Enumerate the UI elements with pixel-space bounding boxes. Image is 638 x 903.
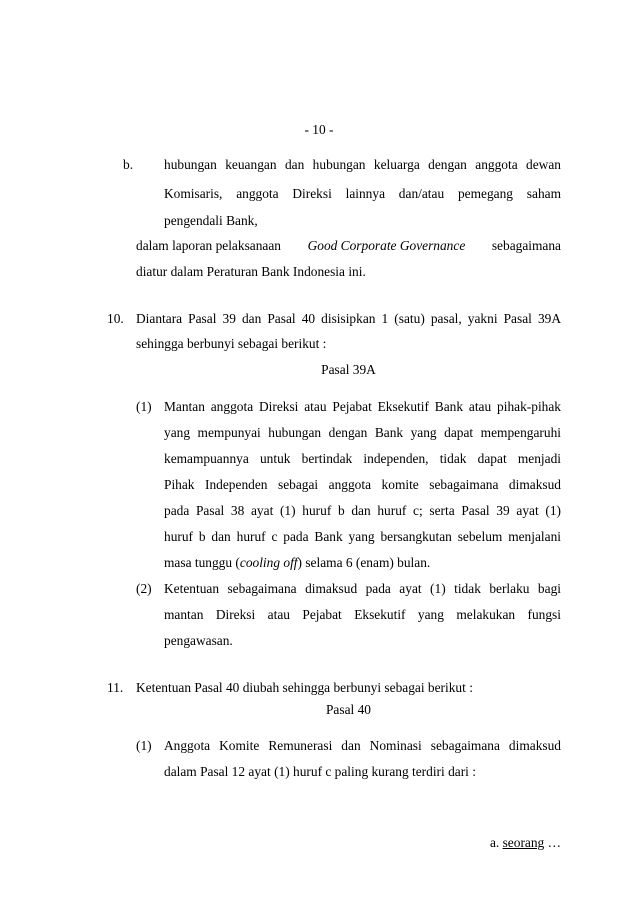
item-10-line-1: Diantara Pasal 39 dan Pasal 40 disisipkan 1 (satu) pasal, yakni Pasal 39A [136, 311, 561, 326]
clause-39a-1-line-2: yang mempunyai hubungan dengan Bank yang dapat mempengaruhi [164, 425, 561, 440]
clause-39a-1-line-1: Mantan anggota Direksi atau Pejabat Eksekutif Bank atau pihak-pihak [164, 399, 561, 414]
item-10-number: 10. [107, 311, 124, 326]
cooling-off-term: cooling off [239, 555, 298, 570]
clause-39a-1-last-post: ) selama 6 (enam) bulan. [297, 555, 431, 570]
gcg-text-pre: dalam laporan pelaksanaan [136, 238, 281, 253]
gcg-line-2: diatur dalam Peraturan Bank Indonesia ini. [136, 264, 366, 279]
page-number: - 10 - [304, 122, 334, 137]
clause-39a-2-marker: (2) [136, 581, 152, 596]
clause-40-1-line-1: Anggota Komite Remunerasi dan Nominasi sebagaimana dimaksud [164, 738, 561, 753]
clause-39a-2-line-3: pengawasan. [164, 633, 233, 648]
clause-39a-1-line-5: pada Pasal 38 ayat (1) huruf b dan huruf c; serta Pasal 39 ayat (1) [164, 503, 561, 518]
clause-39a-1-line-4: Pihak Independen sebagai anggota komite sebagaimana dimaksud [164, 477, 561, 492]
gcg-text-post: sebagaimana [491, 238, 561, 253]
continuation-prefix: a. [489, 835, 503, 850]
item-b-line-3: pengendali Bank, [164, 213, 258, 228]
item-10-line-2: sehingga berbunyi sebagai berikut : [136, 336, 327, 351]
item-b-line-2: Komisaris, anggota Direksi lainnya dan/atau pemegang saham [164, 186, 561, 201]
clause-39a-1-line-7 [164, 555, 430, 571]
clause-39a-1-line-6: huruf b dan huruf c pada Bank yang bersangkutan sebelum menjalani [164, 529, 561, 544]
gcg-line-1 [136, 238, 561, 254]
item-11-number: 11. [107, 680, 124, 695]
item-b-line-1: hubungan keuangan dan hubungan keluarga dengan anggota dewan [164, 157, 561, 172]
item-11-line-1: Ketentuan Pasal 40 diubah sehingga berbunyi sebagai berikut : [136, 680, 473, 695]
continuation-ellipsis: … [544, 835, 561, 850]
clause-39a-1-marker: (1) [136, 399, 152, 414]
clause-40-1-line-2: dalam Pasal 12 ayat (1) huruf c paling kurang terdiri dari : [164, 764, 476, 779]
clause-39a-1-last-pre: masa tunggu ( [164, 555, 240, 570]
clause-39a-2-line-2: mantan Direksi atau Pejabat Eksekutif yang melakukan fungsi [164, 607, 561, 622]
item-b-marker: b. [123, 157, 134, 172]
clause-40-1-marker: (1) [136, 738, 152, 753]
article-39a-title: Pasal 39A [321, 362, 376, 377]
continuation-word: seorang [502, 835, 545, 850]
gcg-italic-term: Good Corporate Governance [307, 238, 466, 253]
clause-39a-1-line-3: kemampuannya untuk bertindak independen, tidak dapat menjadi [164, 451, 561, 466]
clause-39a-2-line-1: Ketentuan sebagaimana dimaksud pada ayat (1) tidak berlaku bagi [164, 581, 561, 596]
continuation-marker [490, 835, 561, 851]
article-40-title: Pasal 40 [325, 702, 371, 717]
